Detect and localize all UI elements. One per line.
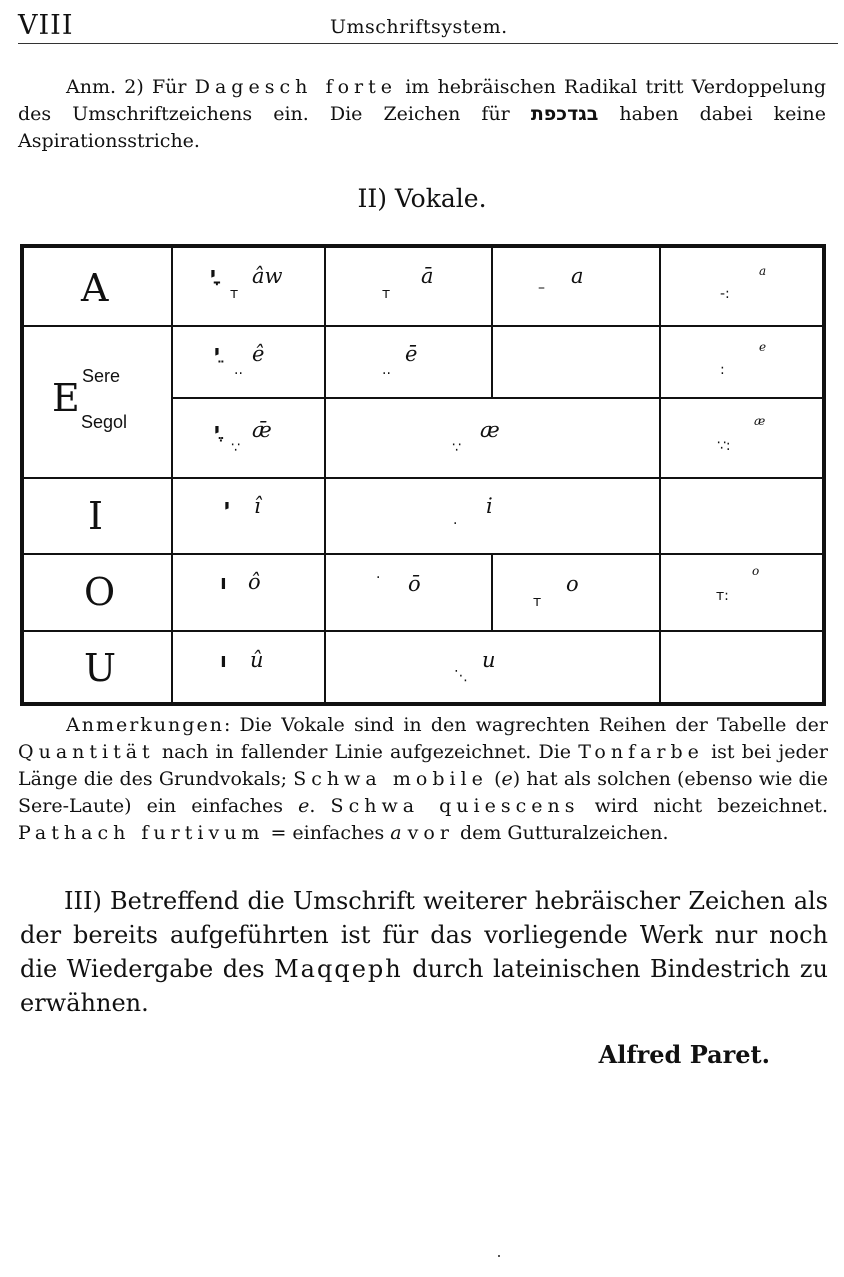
sup-a4: a [759, 264, 767, 278]
row-label-i: I [88, 494, 104, 538]
hebrew-letters: בגדכפת [530, 103, 599, 125]
anmk-s2: Tonfarbe [578, 741, 704, 763]
qamez-chatuph-o3: т [533, 594, 542, 610]
note-anm-2 [18, 74, 826, 155]
anm-mid: im hebräischen Radikal tritt Verdoppelung des Umschriftzeichens ein. Die Zeichen für [18, 76, 826, 125]
anmk-i1: e [501, 768, 513, 790]
col-rule-4 [659, 248, 661, 702]
sup-o4: o [752, 564, 760, 578]
qibbuz-u2: ⋱ [454, 668, 468, 684]
anmk-t10: dem Gutturalzeichen. [453, 822, 669, 844]
section3-b: durch lateinischen Bindestrich zu erwähnen. [20, 955, 828, 1017]
anmk-t6: . [309, 795, 331, 817]
pathach-a3: – [538, 280, 545, 296]
anmk-i2: e [298, 795, 310, 817]
label-sere: Sere [82, 366, 121, 386]
row-rule-4 [24, 630, 822, 632]
row-label-o: O [84, 570, 116, 614]
signature: Alfred Paret. [598, 1040, 770, 1069]
anmk-s3: Schwa mobile [293, 768, 488, 790]
tr-u1: û [250, 648, 264, 672]
anmerkungen-label: Anmerkungen [66, 714, 224, 736]
heb-i1: י [224, 494, 230, 518]
row-rule-3 [24, 553, 822, 555]
tr-segol2: æ [480, 418, 500, 442]
segol-mark2: ∵ [452, 440, 461, 456]
anmk-s5: Pathach furtivum [18, 822, 265, 844]
hireq-i2: . [453, 512, 458, 528]
heb-segol1: ֶי [214, 418, 220, 442]
heb-o1: ו [220, 570, 227, 594]
row-rule-2 [24, 477, 822, 479]
qamez-a1: т [230, 286, 239, 302]
segol-mark1: ∵ [231, 440, 240, 456]
row-label-e: E [52, 376, 80, 420]
vokale-heading: II) Vokale. [357, 184, 487, 213]
section3-maqqeph: Maqqeph [274, 955, 403, 983]
col-rule-3a [491, 248, 493, 397]
heb-u1: ו [220, 648, 227, 672]
tr-o3: o [566, 572, 579, 596]
sere-e2: .. [382, 362, 391, 378]
anm-lead: Anm. 2) Für [66, 76, 195, 98]
qamez-a2: т [382, 286, 391, 302]
hateph-segol4: ∵: [717, 438, 731, 454]
hateph-a4: -: [720, 286, 730, 302]
heb-a1: ָי [210, 262, 216, 286]
label-segol: Segol [81, 412, 128, 432]
anmk-t2: nach in fallender Linie aufgezeichnet. Die [154, 741, 579, 763]
anmk-s6: vor [407, 822, 454, 844]
page-header [18, 6, 824, 46]
anm-tail: haben dabei keine Aspirationsstriche. [18, 103, 826, 152]
anm-spaced: Dagesch forte [194, 76, 397, 98]
row-rule-sere [172, 397, 822, 399]
anmk-t7: wird nicht bezeichnet. [579, 795, 828, 817]
tr-i2: i [486, 494, 493, 518]
heb-e1: ֵי [214, 340, 220, 364]
col-rule-2 [324, 248, 326, 702]
anmk-t4: ( [487, 768, 502, 790]
anmk-i3: a [390, 822, 402, 844]
tr-e2: ē [405, 342, 418, 366]
running-title: Umschriftsystem. [330, 16, 508, 38]
row-rule-1 [24, 325, 822, 327]
header-rule [18, 43, 838, 44]
anmk-t8: = einfaches [264, 822, 391, 844]
tr-segol1: ǣ [252, 418, 272, 442]
tr-u2: u [482, 648, 496, 672]
tr-a2: ā [421, 264, 434, 288]
row-label-u: U [84, 646, 117, 690]
col-rule-3b [491, 553, 493, 630]
holem-o2: . [376, 566, 381, 582]
anmk-s4: Schwa quiescens [330, 795, 580, 817]
tr-a3: a [571, 264, 584, 288]
sup-e4: e [759, 340, 767, 354]
anmk-t5: ) hat als solchen (ebenso wie die Sere-Laute) ein einfaches [18, 768, 828, 817]
vowel-table [20, 244, 826, 706]
hateph-o4: т: [716, 588, 729, 604]
schwa-e4: : [720, 362, 725, 378]
anmk-t1: : Die Vokale sind in den wagrechten Reihen der Tabelle der [223, 714, 828, 736]
anmerkungen [18, 712, 828, 847]
tr-o2: ō [408, 572, 421, 596]
sup-segol4: æ [754, 414, 766, 428]
tr-o1: ô [248, 570, 261, 594]
tr-e1: ê [252, 342, 265, 366]
anmk-t3: ist bei jeder Länge die des Grundvokals; [18, 741, 828, 790]
page-number: VIII [18, 10, 74, 41]
section-iii [20, 884, 828, 1020]
tr-a1: âw [252, 264, 283, 288]
row-label-a: A [81, 266, 109, 310]
anmk-s1: Quantität [18, 741, 155, 763]
sere-e1: .. [234, 362, 243, 378]
section3-a: III) Betreffend die Umschrift weiterer hebräischer Zeichen als der bereits aufgeführten ist für das vorliegende Werk nur noch die Wiedergabe des [20, 887, 828, 983]
tr-i1: î [254, 494, 261, 518]
speck [498, 1255, 500, 1257]
col-rule-1 [171, 248, 173, 702]
